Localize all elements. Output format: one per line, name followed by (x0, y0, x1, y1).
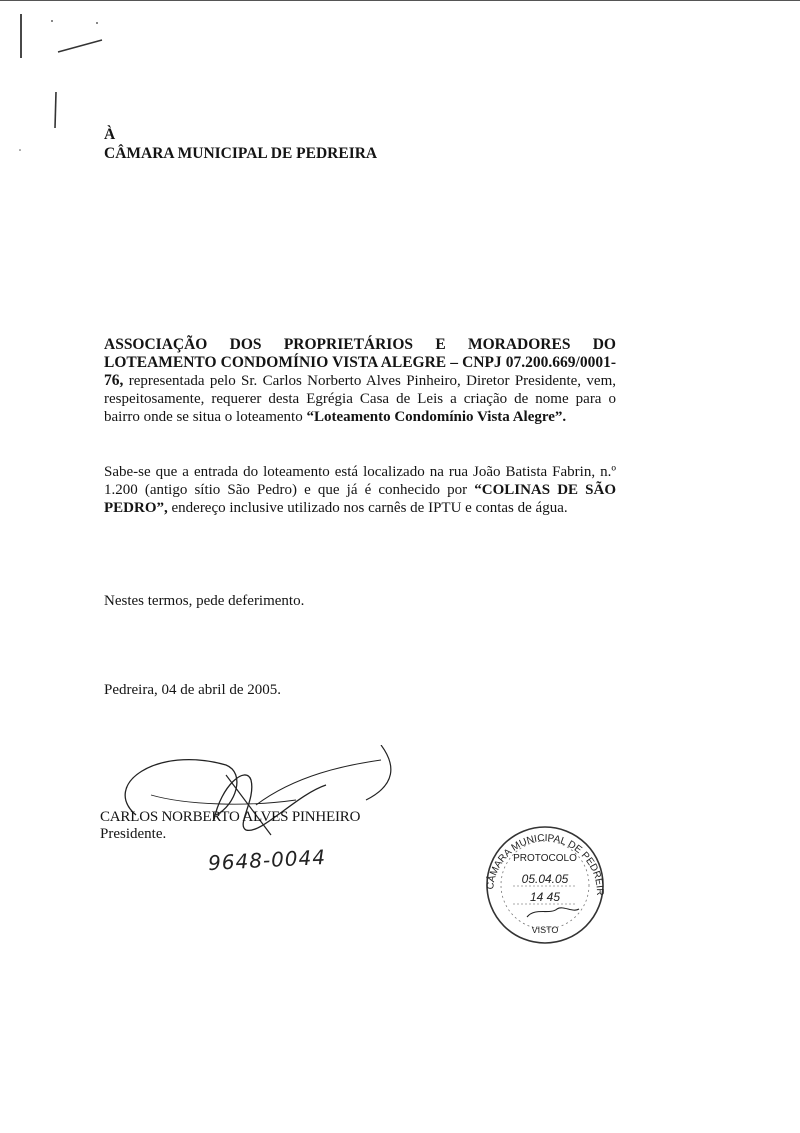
requested-name: “Loteamento Condomínio Vista Alegre”. (306, 409, 567, 425)
stamp-label: PROTOCOLO (513, 853, 577, 864)
addressee-prefix: À (104, 126, 116, 143)
known-as-name: “COLINAS DE SÃO PEDRO”, (104, 482, 616, 516)
handwritten-number: 9648-0044 (207, 844, 327, 876)
scan-artifacts (0, 0, 800, 200)
addressee-block (104, 125, 377, 163)
context-paragraph (104, 463, 616, 517)
organization-name: ASSOCIAÇÃO DOS PROPRIETÁRIOS E MORADORES DO LOTEAMENTO CONDOMÍNIO VISTA ALEGRE – CNPJ 07.200.669/0001-76, (104, 336, 616, 389)
usage-text: endereço inclusive utilizado nos carnês de IPTU e contas de água. (167, 500, 568, 516)
signatory-name: CARLOS NORBERTO ALVES PINHEIRO (100, 809, 361, 825)
stamp-time: 14 45 (529, 890, 561, 904)
addressee-name: CÂMARA MUNICIPAL DE PEDREIRA (104, 145, 378, 162)
location-text: Sabe-se que a entrada do loteamento está localizado na rua João Batista Fabrin, n.º 1.200 (antigo sítio São Pedro) e que já é conhecido por (104, 464, 616, 498)
protocol-stamp (475, 815, 615, 945)
stamp-footer: VISTO (531, 925, 559, 935)
date-line: Pedreira, 04 de abril de 2005. (104, 682, 282, 698)
petition-body: representada pelo Sr. Carlos Norberto Alves Pinheiro, Diretor Presidente, vem, respeitosamente, requerer desta Egrégia Casa de Leis a criação de nome para o bairro onde se situa o loteamento (104, 373, 616, 425)
stamp-ring-text: CÂMARA MUNICIPAL DE PEDREIR (485, 832, 606, 896)
stamp-date: 05.04.05 (521, 872, 569, 886)
closing-line: Nestes termos, pede deferimento. (104, 593, 305, 609)
signatory-role: Presidente. (100, 826, 167, 842)
petition-paragraph (104, 336, 616, 426)
